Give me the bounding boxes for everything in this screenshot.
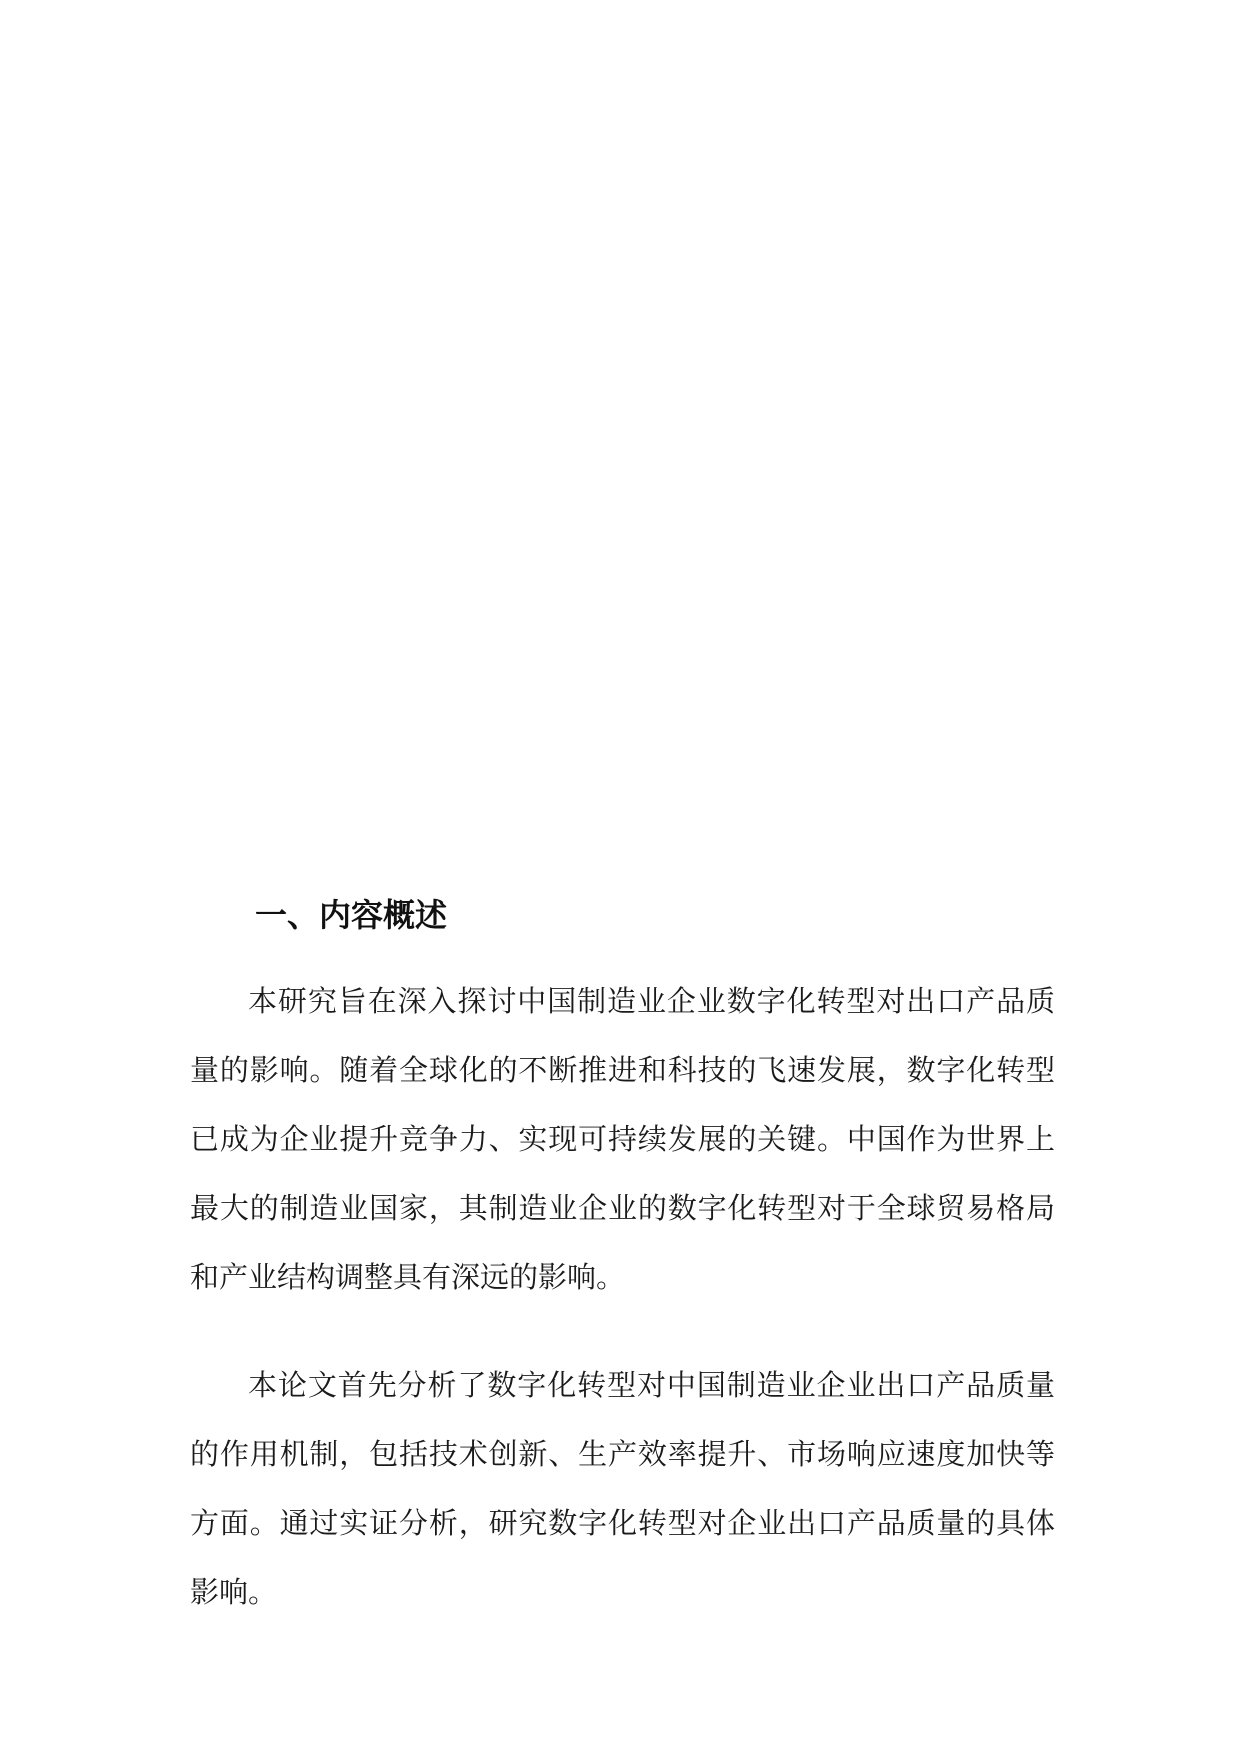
body-paragraph: 本论文首先分析了数字化转型对中国制造业企业出口产品质量的作用机制，包括技术创新、生产效率提升、市场响应速度加快等方面。通过实证分析，研究数字化转型对企业出口产品质量的具体影响。 bbox=[190, 1368, 1055, 1609]
section-heading: 一、内容概述 bbox=[255, 896, 448, 934]
body-paragraph: 本研究旨在深入探讨中国制造业企业数字化转型对出口产品质量的影响。随着全球化的不断推进和科技的飞速发展，数字化转型已成为企业提升竞争力、实现可持续发展的关键。中国作为世界上最大的制造业国家，其制造业企业的数字化转型对于全球贸易格局和产业结构调整具有深远的影响。 bbox=[190, 984, 1055, 1294]
